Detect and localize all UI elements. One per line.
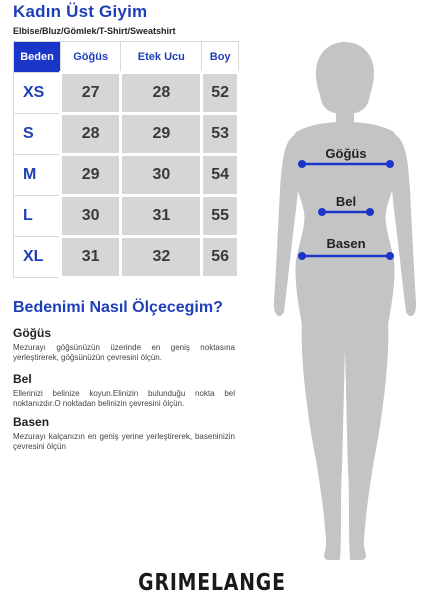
howto-title: Bedenimi Nasıl Ölçecegim? bbox=[13, 299, 223, 316]
page-title: Kadın Üst Giyim bbox=[13, 2, 148, 21]
gogus-cell: 27 bbox=[61, 73, 121, 114]
label-bel: Bel bbox=[335, 194, 357, 209]
size-label: S bbox=[14, 114, 61, 155]
section-gogus bbox=[13, 326, 235, 363]
section-text: Mezurayı göğsünüzün üzerinde en geniş noktasına yerleştirerek, göğsünüzün çevresini ölçün. bbox=[13, 343, 235, 362]
header-boy: Boy bbox=[202, 42, 239, 73]
table-row bbox=[14, 237, 239, 278]
boy-cell: 56 bbox=[202, 237, 239, 278]
etek-cell: 30 bbox=[121, 155, 202, 196]
gogus-cell: 30 bbox=[61, 196, 121, 237]
section-title: Göğüs bbox=[13, 326, 51, 340]
label-basen: Basen bbox=[326, 236, 366, 251]
table-row bbox=[14, 196, 239, 237]
section-bel bbox=[13, 372, 235, 409]
section-title: Bel bbox=[13, 372, 32, 386]
label-gogus: Göğüs bbox=[325, 146, 367, 161]
section-title: Basen bbox=[13, 415, 50, 429]
table-row bbox=[14, 114, 239, 155]
header-etek-ucu: Etek Ucu bbox=[121, 42, 202, 73]
header-beden: Beden bbox=[14, 42, 61, 73]
section-text: Ellerinizi belinize koyun.Elinizin bulunduğu nokta bel noktanızdır.O noktadan belinizin çevresini ölçün. bbox=[13, 389, 235, 408]
etek-cell: 28 bbox=[121, 73, 202, 114]
etek-cell: 31 bbox=[121, 196, 202, 237]
boy-cell: 54 bbox=[202, 155, 239, 196]
header-gogus: Göğüs bbox=[61, 42, 121, 73]
size-label: M bbox=[14, 155, 61, 196]
section-basen bbox=[13, 415, 235, 452]
gogus-cell: 31 bbox=[61, 237, 121, 278]
boy-cell: 53 bbox=[202, 114, 239, 155]
boy-cell: 55 bbox=[202, 196, 239, 237]
page-subtitle: Elbise/Bluz/Gömlek/T-Shirt/Sweatshirt bbox=[13, 26, 176, 36]
size-label: L bbox=[14, 196, 61, 237]
gogus-cell: 29 bbox=[61, 155, 121, 196]
body-silhouette-icon bbox=[274, 42, 416, 560]
table-header-row bbox=[14, 42, 239, 73]
size-label: XS bbox=[14, 73, 61, 114]
etek-cell: 29 bbox=[121, 114, 202, 155]
etek-cell: 32 bbox=[121, 237, 202, 278]
boy-cell: 52 bbox=[202, 73, 239, 114]
size-label: XL bbox=[14, 237, 61, 278]
table-row bbox=[14, 73, 239, 114]
brand-logo: GRIMELANGE bbox=[138, 570, 286, 596]
table-row bbox=[14, 155, 239, 196]
gogus-cell: 28 bbox=[61, 114, 121, 155]
section-text: Mezurayı kalçanızın en geniş yerine yerleştirerek, baseninizin çevresini ölçün bbox=[13, 432, 235, 451]
size-table bbox=[13, 41, 240, 279]
body-figure bbox=[270, 40, 420, 570]
